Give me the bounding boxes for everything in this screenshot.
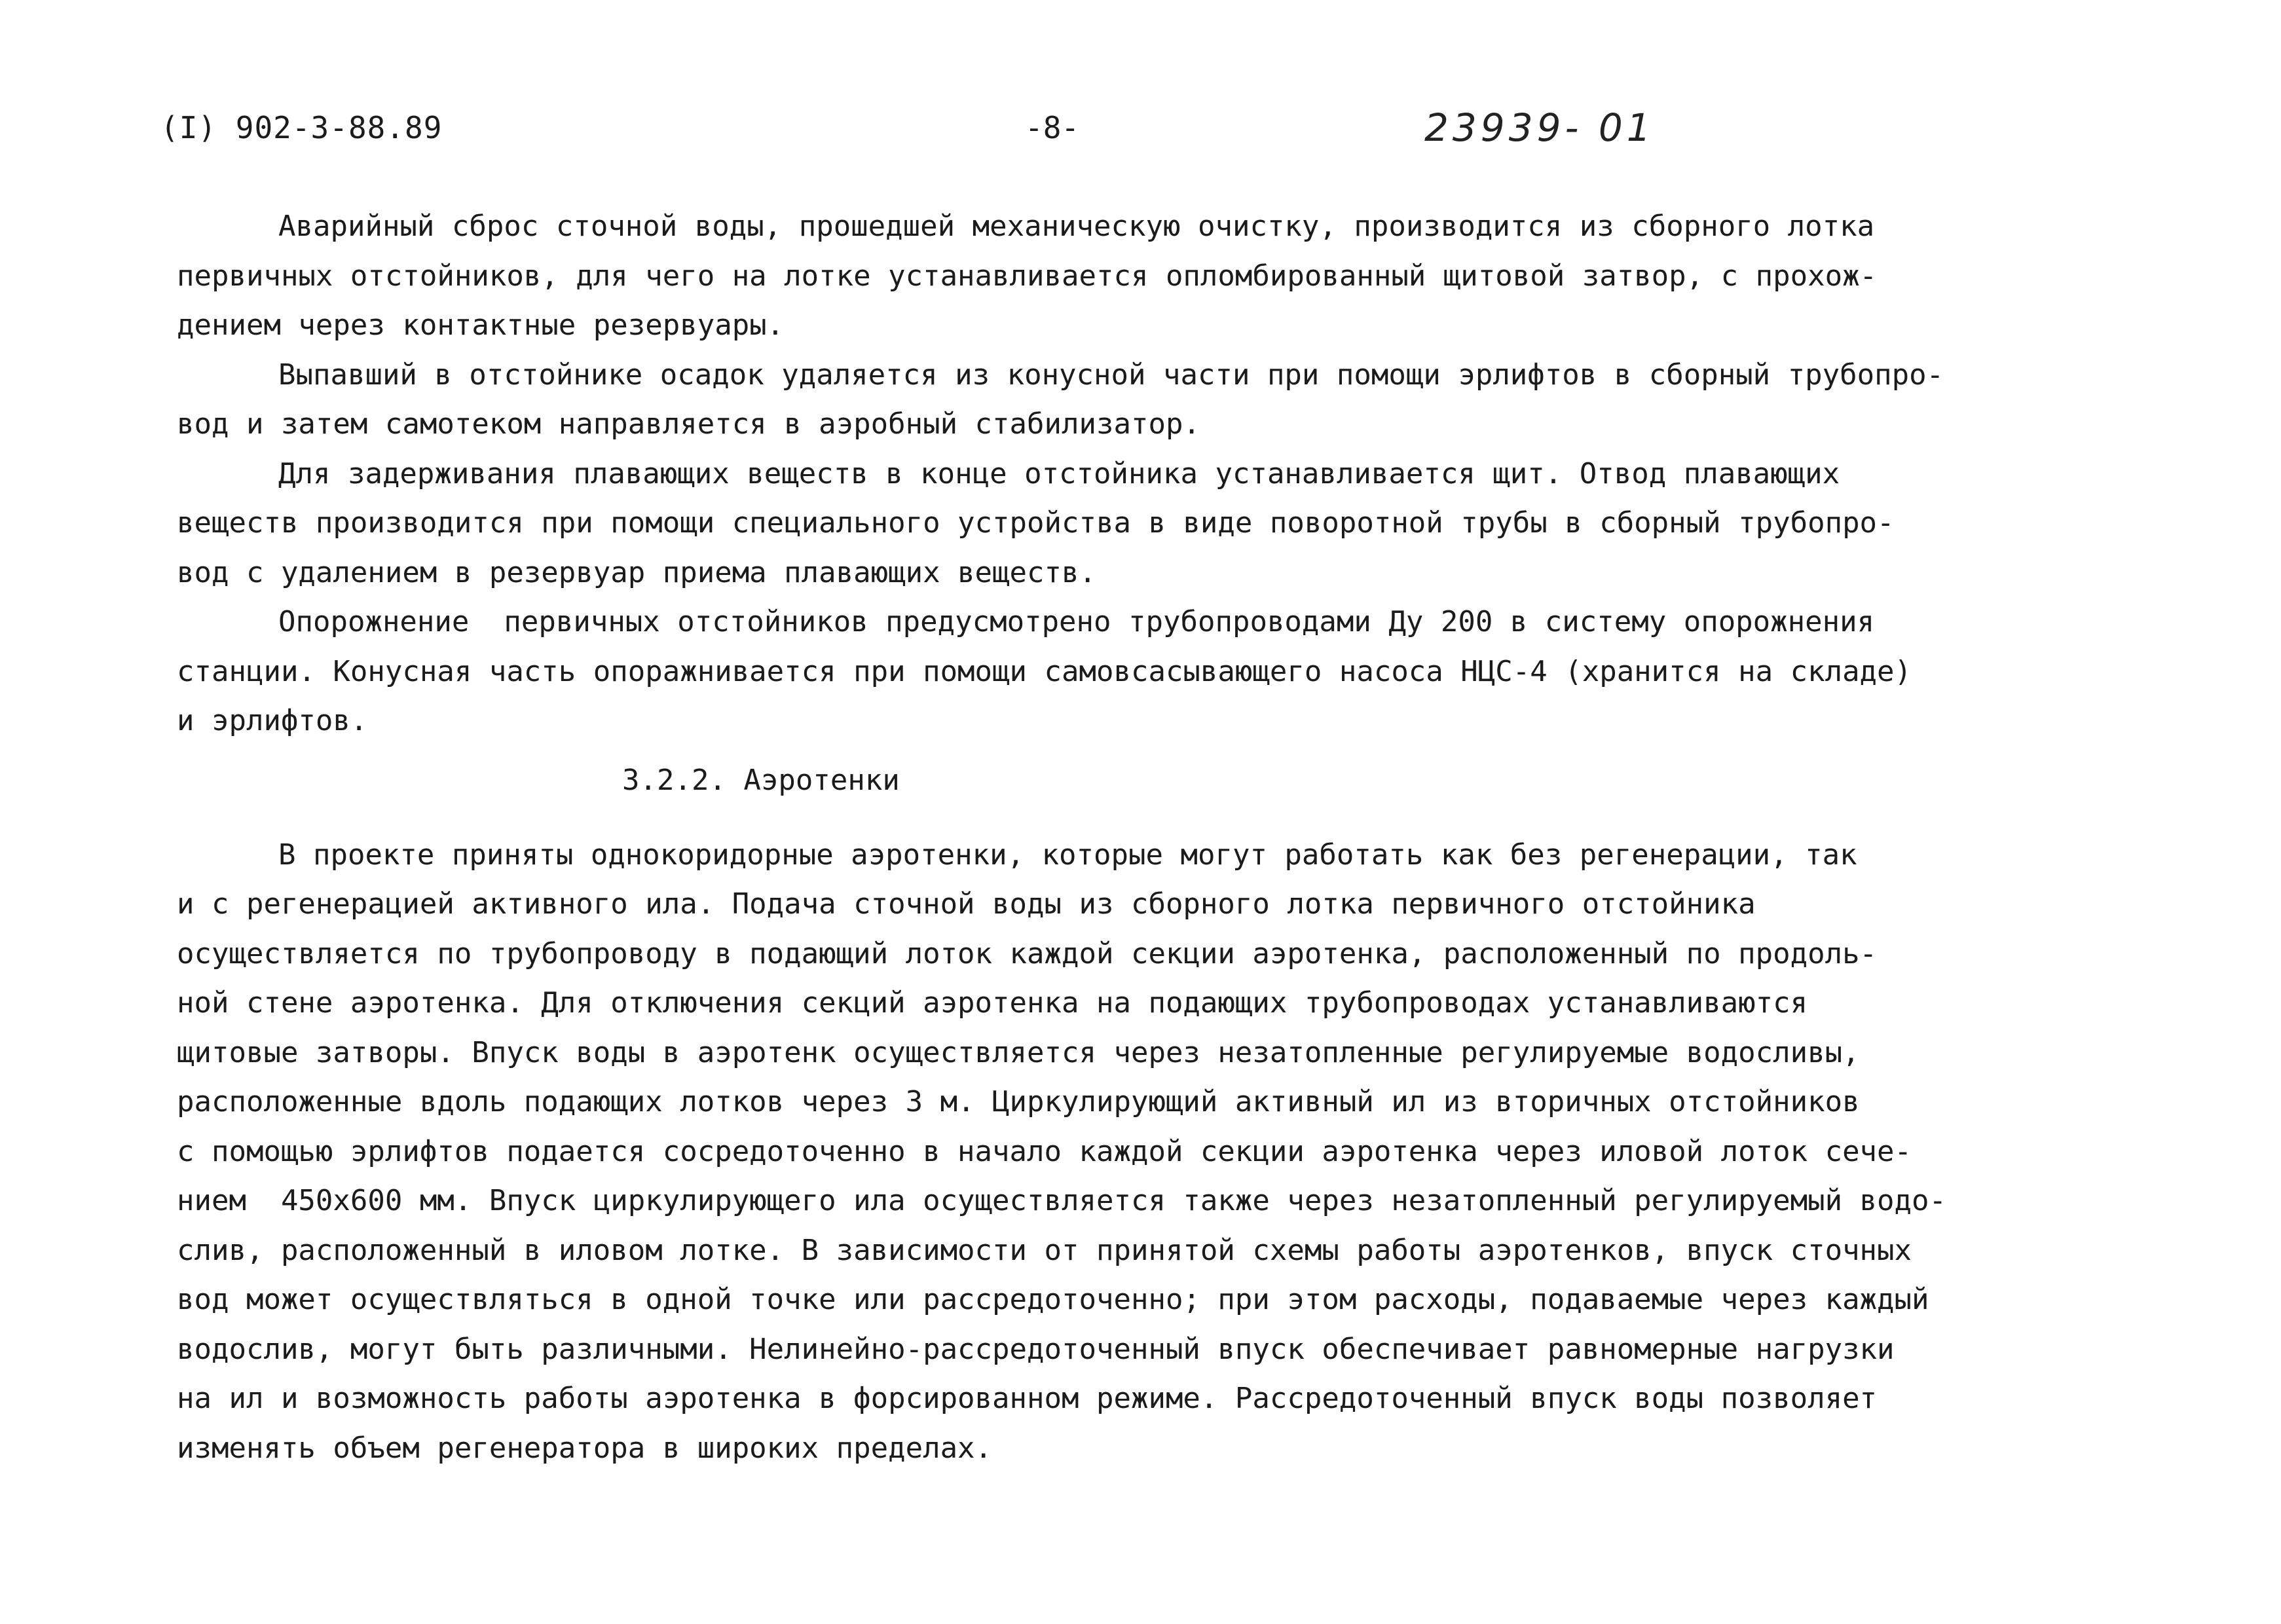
text-line: ной стене аэротенка. Для отключения секций аэротенка на подающих трубопроводах устанавливаются (177, 986, 1808, 1020)
text-line: Опорожнение первичных отстойников предусмотрено трубопроводами Ду 200 в систему опорожнения (278, 605, 1875, 638)
paragraph-aerotanks (177, 830, 2233, 1473)
text-line: и с регенерацией активного ила. Подача сточной воды из сборного лотка первичного отстойника (177, 887, 1756, 921)
text-line: дением через контактные резервуары. (177, 308, 785, 342)
section-spacer (177, 815, 2233, 830)
text-line: осуществляется по трубопроводу в подающий лоток каждой секции аэротенка, расположенный по продоль- (177, 936, 1878, 970)
text-line: Аварийный сброс сточной воды, прошедшей механическую очистку, производится из сборного лотка (278, 210, 1875, 243)
page-header (0, 98, 2281, 157)
document-code: (I) 902-3-88.89 (160, 110, 443, 145)
paragraph-sediment-removal (177, 350, 2233, 449)
text-line: с помощью эрлифтов подается сосредоточенно в начало каждой секции аэротенка через иловой лоток сече- (177, 1134, 1912, 1168)
text-line: вод может осуществляться в одной точке или рассредоточенно; при этом расходы, подаваемые через каждый (177, 1283, 1929, 1316)
text-line: изменять объем регенератора в широких пределах. (177, 1431, 993, 1465)
text-line: Для задерживания плавающих веществ в конце отстойника устанавливается щит. Отвод плавающих (278, 456, 1840, 490)
text-line: станции. Конусная часть опоражнивается при помощи самовсасывающего насоса НЦС-4 (хранится на складе) (177, 654, 1912, 688)
body-text (177, 202, 2233, 1473)
text-line: на ил и возможность работы аэротенка в форсированном режиме. Рассредоточенный впуск воды позволяет (177, 1382, 1878, 1415)
text-line: первичных отстойников, для чего на лотке устанавливается опломбированный щитовой затвор, с прохож- (177, 259, 1878, 293)
text-line: расположенные вдоль подающих лотков через 3 м. Циркулирующий активный ил из вторичных отстойников (177, 1085, 1860, 1118)
page-number: -8- (1025, 110, 1080, 145)
paragraph-floating-substances (177, 449, 2233, 598)
text-line: В проекте приняты однокоридорные аэротенки, которые могут работать как без регенерации, так (278, 838, 1857, 872)
text-line: веществ производится при помощи специального устройства в виде поворотной трубы в сборный трубопро- (177, 506, 1895, 540)
paragraph-emptying (177, 597, 2233, 746)
inventory-number: 23939- 01 (1424, 105, 1655, 150)
text-line: слив, расположенный в иловом лотке. В зависимости от принятой схемы работы аэротенков, впуск сточных (177, 1233, 1912, 1267)
text-line: вод с удалением в резервуар приема плавающих веществ. (177, 555, 1096, 589)
text-line: и эрлифтов. (177, 704, 368, 737)
text-line: вод и затем самотеком направляется в аэробный стабилизатор. (177, 407, 1200, 441)
section-heading: 3.2.2. Аэротенки (622, 763, 900, 797)
paragraph-emergency-discharge (177, 202, 2233, 350)
text-line: нием 450х600 мм. Впуск циркулирующего ила осуществляется также через незатопленный регулируемый водо- (177, 1184, 1947, 1217)
text-line: Выпавший в отстойнике осадок удаляется из конусной части при помощи эрлифтов в сборный трубопро- (278, 358, 1944, 392)
text-line: щитовые затворы. Впуск воды в аэротенк осуществляется через незатопленные регулируемые водосливы, (177, 1035, 1860, 1069)
text-line: водослив, могут быть различными. Нелинейно-рассредоточенный впуск обеспечивает равномерные нагрузки (177, 1332, 1895, 1366)
